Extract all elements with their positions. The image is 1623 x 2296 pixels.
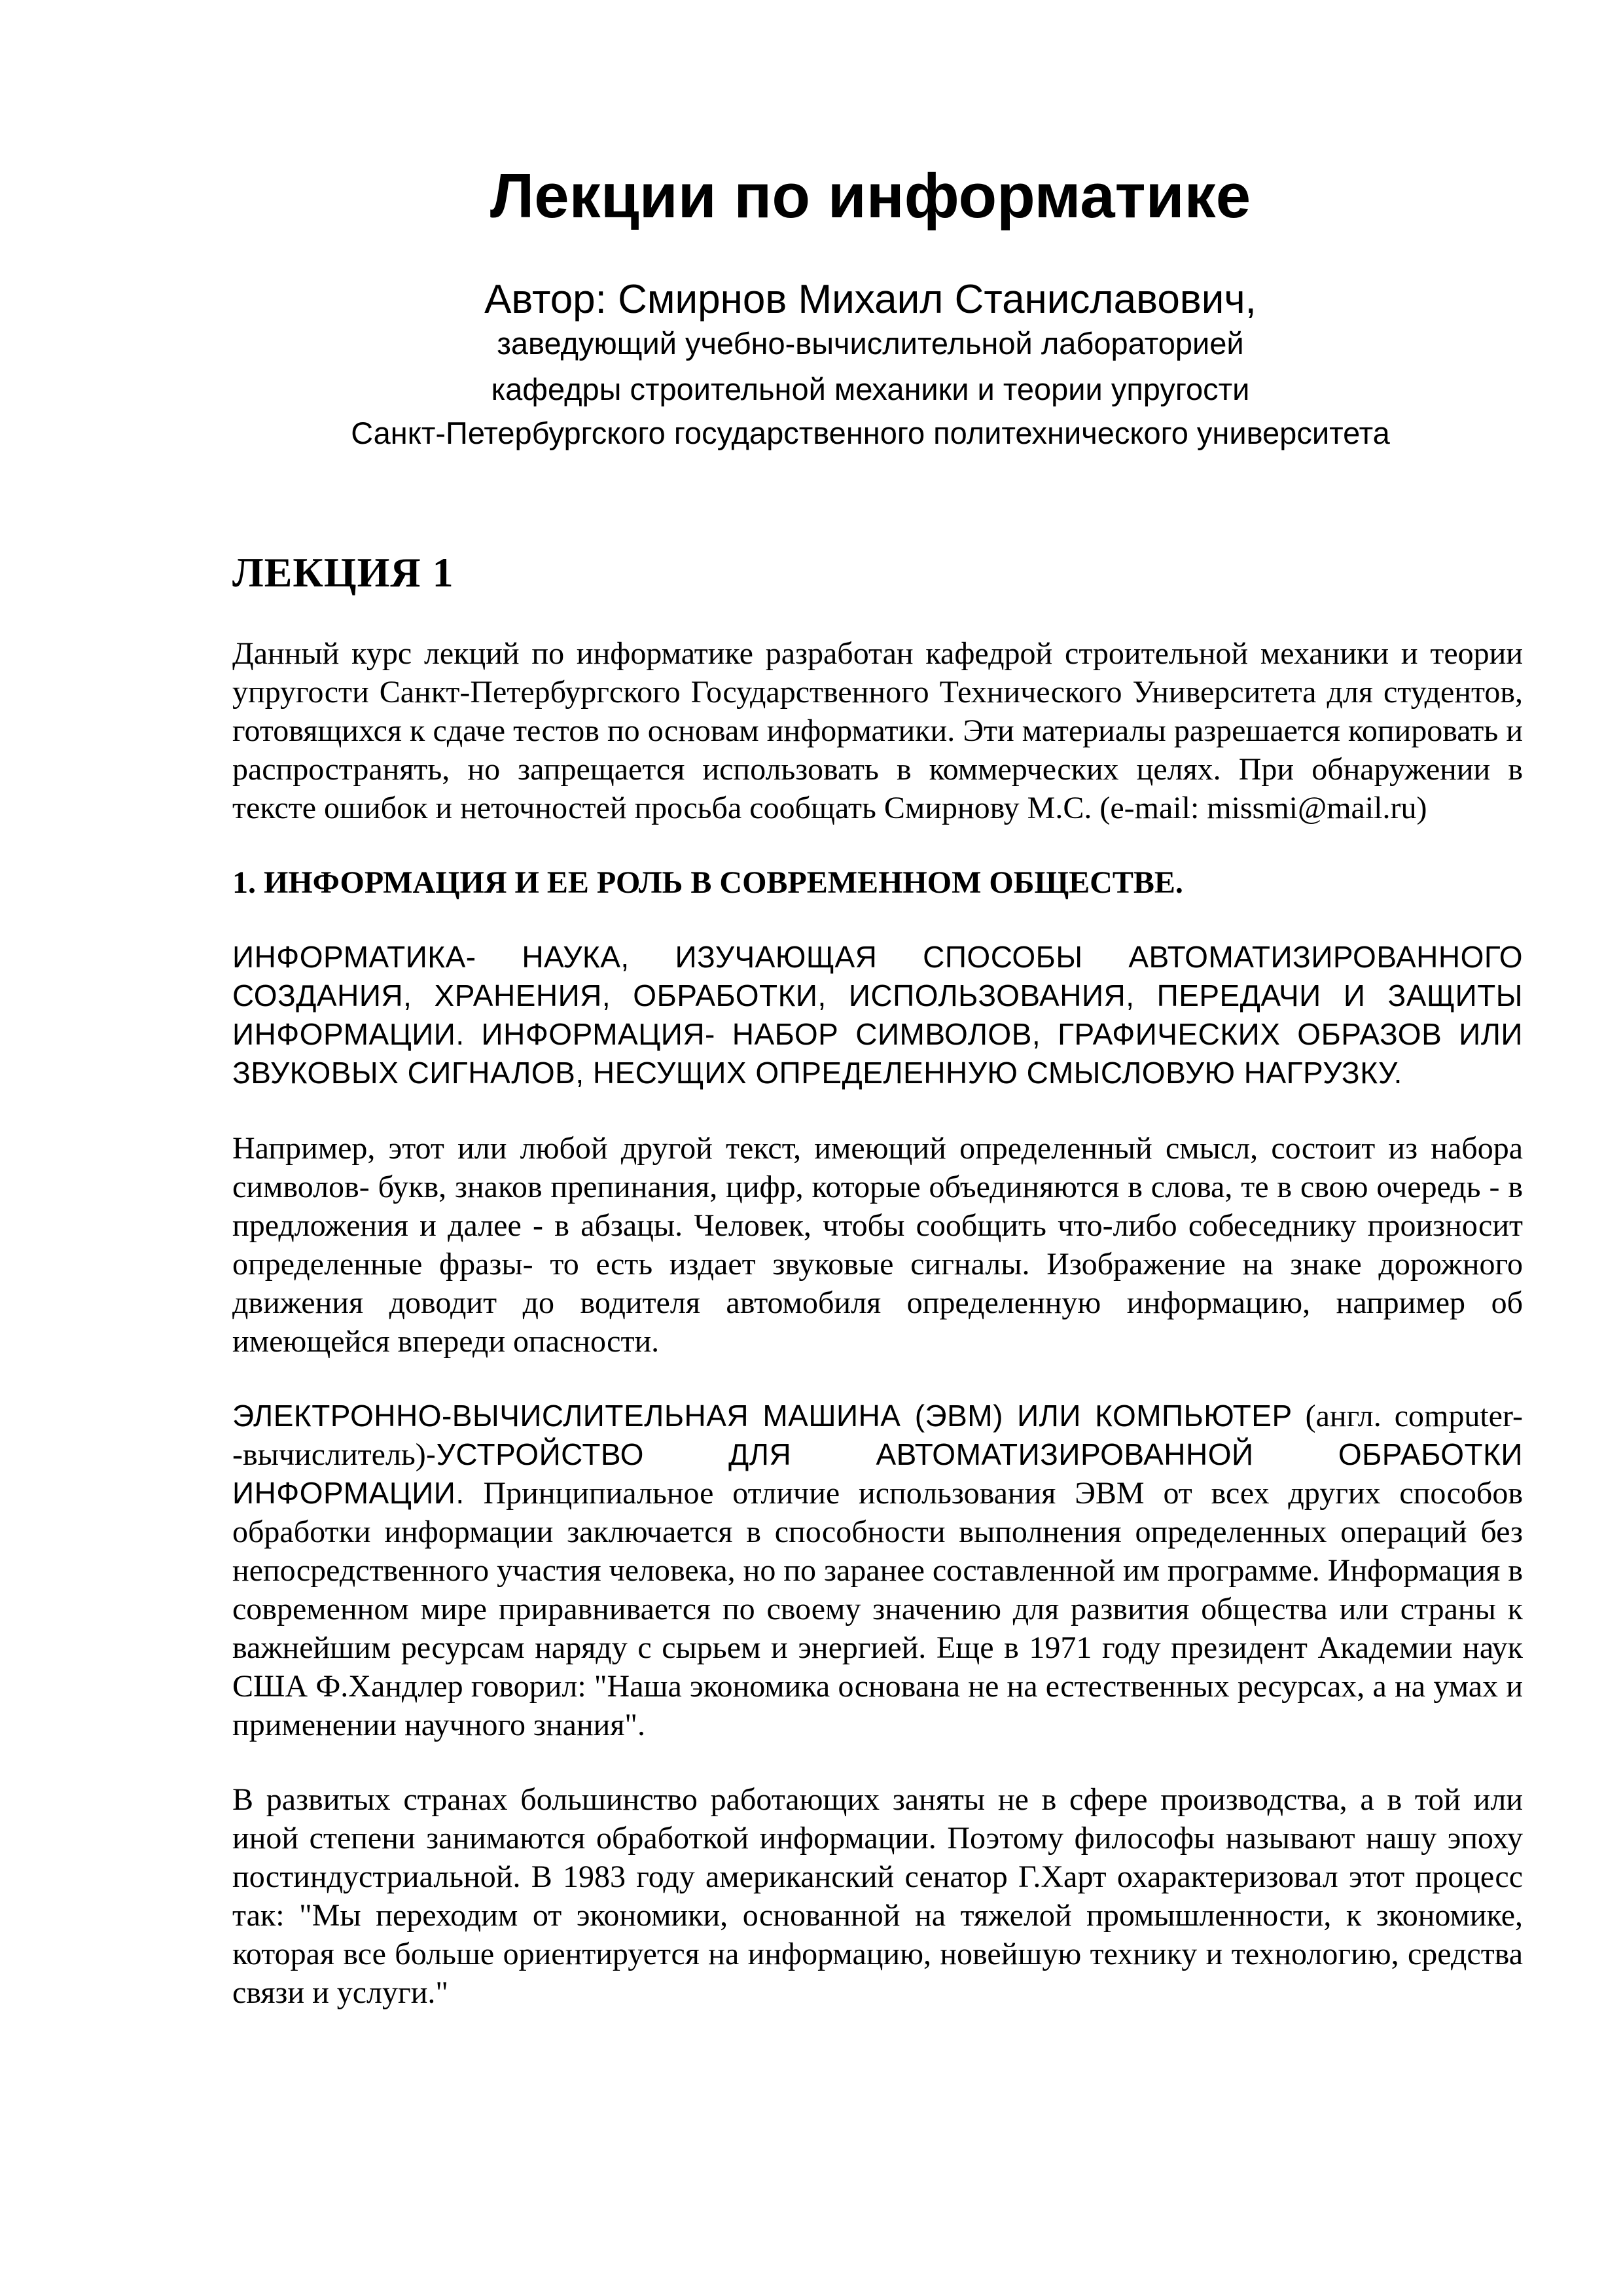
developed-countries-paragraph: В развитых странах большинство работающих заняты не в сфере производства, а в той или иной степени занимаются обработкой информации. Поэтому философы называют нашу эпоху постиндустриальной. В 1983 году американский сенатор Г.Харт охарактеризовал этот процесс так: "Мы переходим от экономики, основанной на тяжелой промышленности, к зкономике, которая все больше ориентируется на информацию, новейшую технику и технологию, средства связи и услуги." [232, 1782, 1523, 2010]
affiliation-line-2: кафедры строительной механики и теории упругости [491, 372, 1250, 406]
intro-paragraph: Данный курс лекций по информатике разработан кафедрой строительной механики и теории упругости Санкт-Петербургского Государственного Технического Университета для студентов, готовящихся к сдаче тестов по основам информатики. Эти материалы разрешается копировать и распространять, но запрещается использовать в коммерческих целях. При обнаружении в тексте ошибок и неточностей просьба сообщать Смирнову М.С. (e-mail: missmi@mail.ru) [232, 636, 1523, 825]
computer-note: (англ. computer- -вычислитель) [232, 1399, 1523, 1472]
author-line: Автор: Смирнов Михаил Станиславович, [484, 277, 1257, 322]
computer-rest: Принципиальное отличие использования ЭВМ от всех других способов обработки информации заключается в способности выполнения определенных операций без непосредственного участия человека, но по заранее составленной им программе. Информация в современном мире приравнивается по своему значению для развития общества или страны к важнейшим ресурсам наряду с сырьем и энергией. Еще в 1971 году президент Академии наук США Ф.Хандлер говорил: "Наша экономика основана не на естественных ресурсах, а на умах и применении научного знания". [232, 1476, 1523, 1742]
document-title: Лекции по информатике [490, 161, 1251, 231]
computer-caps-tail: -УСТРОЙСТВО ДЛЯ АВТОМАТИЗИРОВАННОЙ ОБРАБОТКИ ИНФОРМАЦИИ. [232, 1437, 1523, 1510]
computer-caps-lead: ЭЛЕКТРОННО-ВЫЧИСЛИТЕЛЬНАЯ МАШИНА (ЭВМ) ИЛИ КОМПЬЮТЕР [232, 1399, 1293, 1433]
section-heading: 1. ИНФОРМАЦИЯ И ЕЕ РОЛЬ В СОВРЕМЕННОМ ОБЩЕСТВЕ. [232, 865, 1183, 900]
example-paragraph: Например, этот или любой другой текст, имеющий определенный смысл, состоит из набора символов- букв, знаков препинания, цифр, которые объединяются в слова, те в свою очередь - в предложения и далее - в абзацы. Человек, чтобы сообщить что-либо собеседнику произносит определенные фразы- то есть издает звуковые сигналы. Изображение на знаке дорожного движения доводит до водителя автомобиля определенную информацию, например об имеющейся впереди опасности. [232, 1131, 1523, 1359]
affiliation-line-3: Санкт-Петербургского государственного политехнического университета [351, 416, 1390, 450]
affiliation-line-1: заведующий учебно-вычислительной лабораторией [497, 326, 1244, 361]
lecture-heading: ЛЕКЦИЯ 1 [232, 549, 454, 596]
computer-paragraph [232, 1397, 1523, 1744]
definition-paragraph: ИНФОРМАТИКА- НАУКА, ИЗУЧАЮЩАЯ СПОСОБЫ АВТОМАТИЗИРОВАННОГО СОЗДАНИЯ, ХРАНЕНИЯ, ОБРАБОТКИ, ИСПОЛЬЗОВАНИЯ, ПЕРЕДАЧИ И ЗАЩИТЫ ИНФОРМАЦИИ. ИНФОРМАЦИЯ- НАБОР СИМВОЛОВ, ГРАФИЧЕСКИХ ОБРАЗОВ ИЛИ ЗВУКОВЫХ СИГНАЛОВ, НЕСУЩИХ ОПРЕДЕЛЕННУЮ СМЫСЛОВУЮ НАГРУЗКУ. [232, 940, 1523, 1090]
document-body [232, 547, 1523, 2048]
